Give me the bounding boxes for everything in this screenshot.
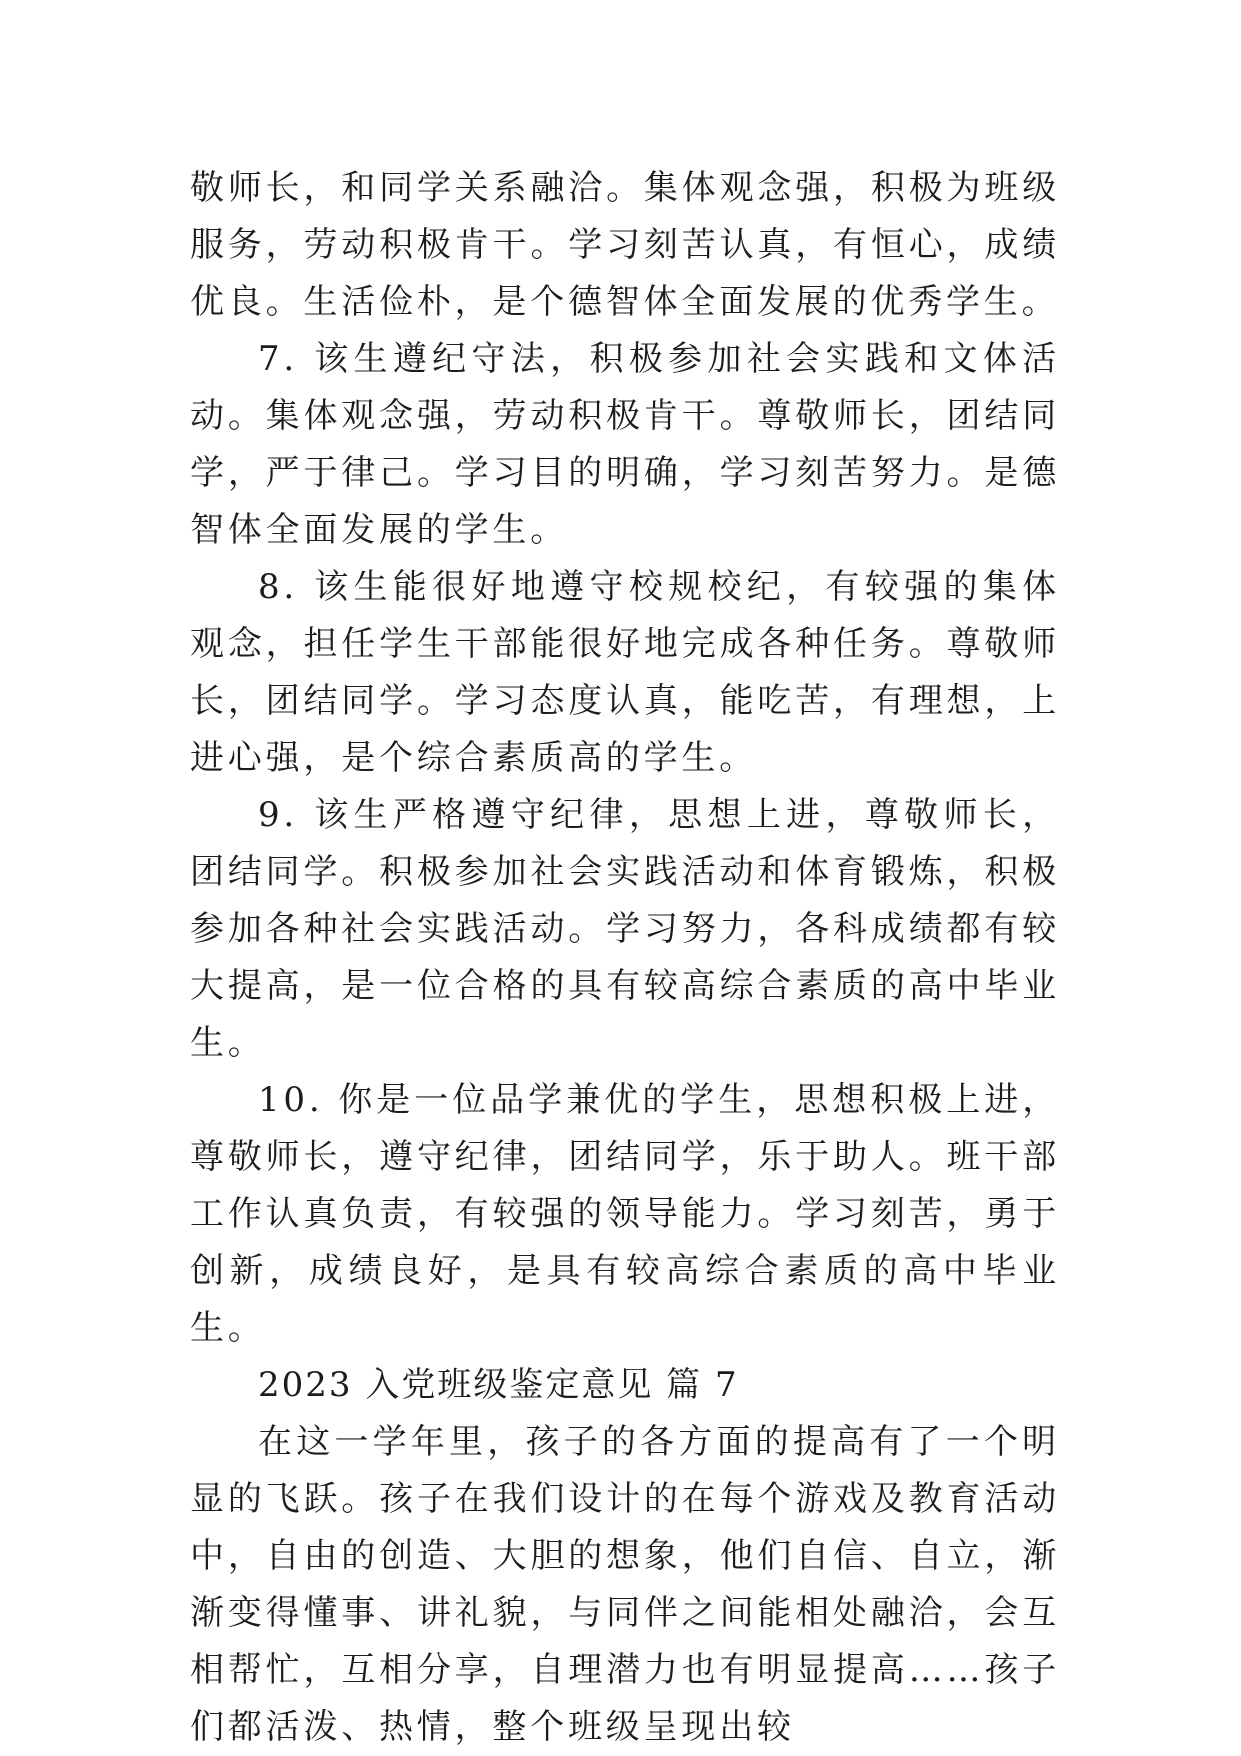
paragraph-item-10: 10. 你是一位品学兼优的学生，思想积极上进，尊敬师长，遵守纪律，团结同学，乐于助人。班干部工作认真负责，有较强的领导能力。学习刻苦，勇于创新，成绩良好，是具有较高综合素质的高中毕业生。	[190, 1080, 1060, 1348]
paragraph-item-7: 7. 该生遵纪守法，积极参加社会实践和文体活动。集体观念强，劳动积极肯干。尊敬师长，团结同学，严于律己。学习目的明确，学习刻苦努力。是德智体全面发展的学生。	[190, 339, 1060, 550]
document-body	[190, 160, 1060, 1756]
paragraph-item-9: 9. 该生严格遵守纪律，思想上进，尊敬师长，团结同学。积极参加社会实践活动和体育锻炼，积极参加各种社会实践活动。学习努力，各科成绩都有较大提高，是一位合格的具有较高综合素质的高中毕业生。	[190, 795, 1060, 1063]
section-heading: 2023 入党班级鉴定意见 篇 7	[258, 1365, 739, 1405]
paragraph-section-7-body: 在这一学年里，孩子的各方面的提高有了一个明显的飞跃。孩子在我们设计的在每个游戏及教育活动中，自由的创造、大胆的想象，他们自信、自立，渐渐变得懂事、讲礼貌，与同伴之间能相处融洽，会互相帮忙，互相分享，自理潜力也有明显提高……孩子们都活泼、热情，整个班级呈现出较	[190, 1422, 1060, 1747]
paragraph-continued: 敬师长，和同学关系融洽。集体观念强，积极为班级服务，劳动积极肯干。学习刻苦认真，有恒心，成绩优良。生活俭朴，是个德智体全面发展的优秀学生。	[190, 168, 1060, 322]
paragraph-item-8: 8. 该生能很好地遵守校规校纪，有较强的集体观念，担任学生干部能很好地完成各种任务。尊敬师长，团结同学。学习态度认真，能吃苦，有理想，上进心强，是个综合素质高的学生。	[190, 567, 1060, 778]
